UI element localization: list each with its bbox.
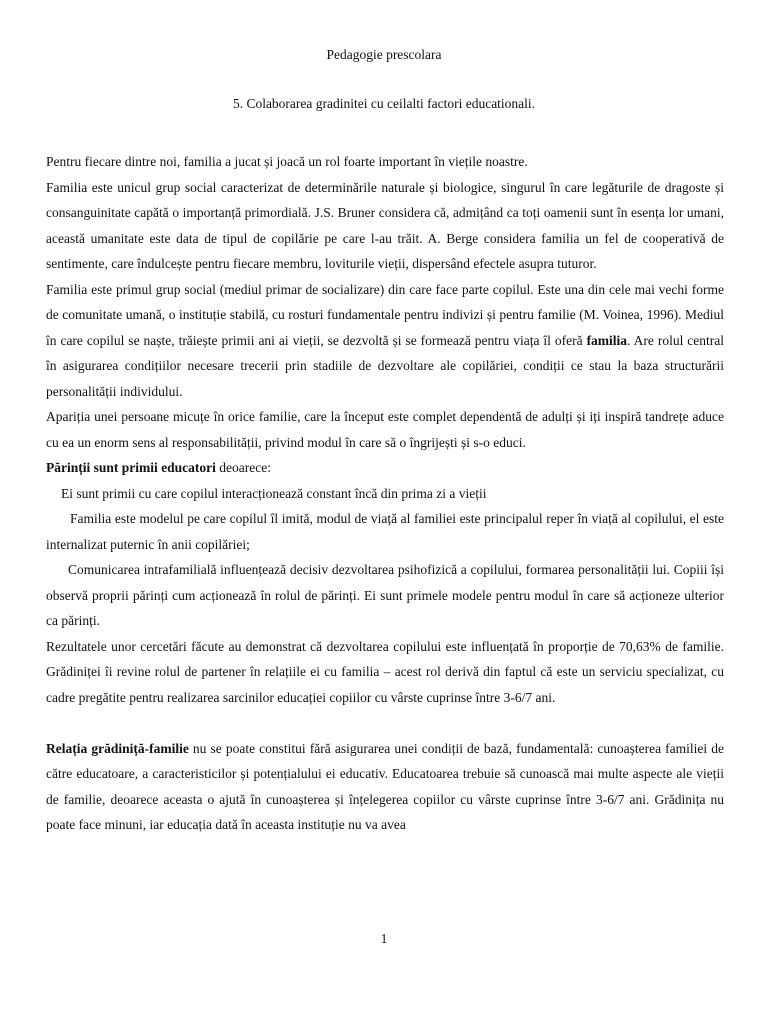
paragraph-10-bold: Relația grădiniță-familie [46,740,189,756]
page-number: 1 [380,931,388,946]
page-header: Pedagogie prescolara [326,47,442,62]
paragraph-5-bold: Părinții sunt primii educatori [46,460,216,475]
document-body [46,149,724,838]
paragraph-10 [46,736,724,838]
blank-line [46,710,724,736]
paragraph-10-text: nu se poate constitui fără asigurarea unei condiții de bază, fundamentală: cunoașterea familiei de către educatoare, a caracteristicilor și potențialului ei educativ. Educatoarea trebuie să cunoască mai multe aspecte ale vieții de familie, deoarece aceasta o ajută în cunoașterea și înțelegerea copiilor cu vârste cuprinse între 3-6/7 ani. Grădinița nu poate face minuni, iar educația dată în aceasta instituție nu va avea [46,740,724,832]
paragraph-3-text-b: . Are rolul central în asigurarea condițiilor necesare trecerii prin stadiile de dezvoltare ale copilăriei, condiții ce stau la baza structurării personalității individului. [46,332,724,399]
paragraph-7: Familia este modelul pe care copilul îl imită, modul de viață al familiei este principalul reper în viață al copilului, el este internalizat puternic în anii copilăriei; [46,511,724,552]
paragraph-5-text: deoarece: [215,460,271,475]
paragraph-5 [46,455,724,481]
section-title: 5. Colaborarea gradinitei cu ceilalti factori educationali. [232,96,536,111]
paragraph-3-text-a: Familia este primul grup social (mediul primar de socializare) din care face parte copilul. Este una din cele mai vechi forme de comunitate umană, o instituție stabilă, cu rosturi fundamentale pentru indivizi și pentru familie (M. Voinea, 1996). Mediul în care copilul se naște, trăiește primii ani ai vieții, se dezvoltă și se formează pentru viața îl oferă [46,281,724,348]
paragraph-4: Apariția unei persoane micuțe în orice familie, care la început este complet dependentă de adulți și iți inspiră tandrețe aduce cu ea un enorm sens al responsabilității, privind modul în care să o îngrijești și s-o educi. [46,409,724,450]
paragraph-6: Ei sunt primii cu care copilul interacționează constant încă din prima zi a vieții [61,485,487,501]
paragraph-2: Familia este unicul grup social caracterizat de determinările naturale și biologice, singurul în care legăturile de dragoste și consanguinitate capătă o importanță primordială. J.S. Bruner considera că, admițând ca toți oamenii sunt în esența lor umani, această umanitate este data de tipul de copilărie pe care l-au trăit. A. Berge considera familia un fel de cooperativă de sentimente, care îndulcește pentru fiecare membru, loviturile vieții, dispersând efectele asupra tuturor. [46,179,724,271]
paragraph-1: Pentru fiecare dintre noi, familia a jucat și joacă un rol foarte important în viețile noastre. [46,154,528,169]
paragraph-9: Rezultatele unor cercetări făcute au demonstrat că dezvoltarea copilului este influențată în proporție de 70,63% de familie. Grădiniței îi revine rolul de partener în relațiile ei cu familia – acest rol derivă din faptul că este un serviciu specializat, cu cadre pregătite pentru realizarea sarcinilor educației copiilor cu vârste cuprinse între 3-6/7 ani. [46,638,724,705]
paragraph-3-bold: familia [586,332,628,348]
paragraph-8: Comunicarea intrafamilială influențează decisiv dezvoltarea psihofizică a copilului, formarea personalității lui. Copiii își observă proprii părinți cum acționează în rolul de părinți. Ei sunt primele modele pentru modul în care să acționeze ulterior ca părinți. [46,562,724,628]
paragraph-3 [46,277,724,405]
